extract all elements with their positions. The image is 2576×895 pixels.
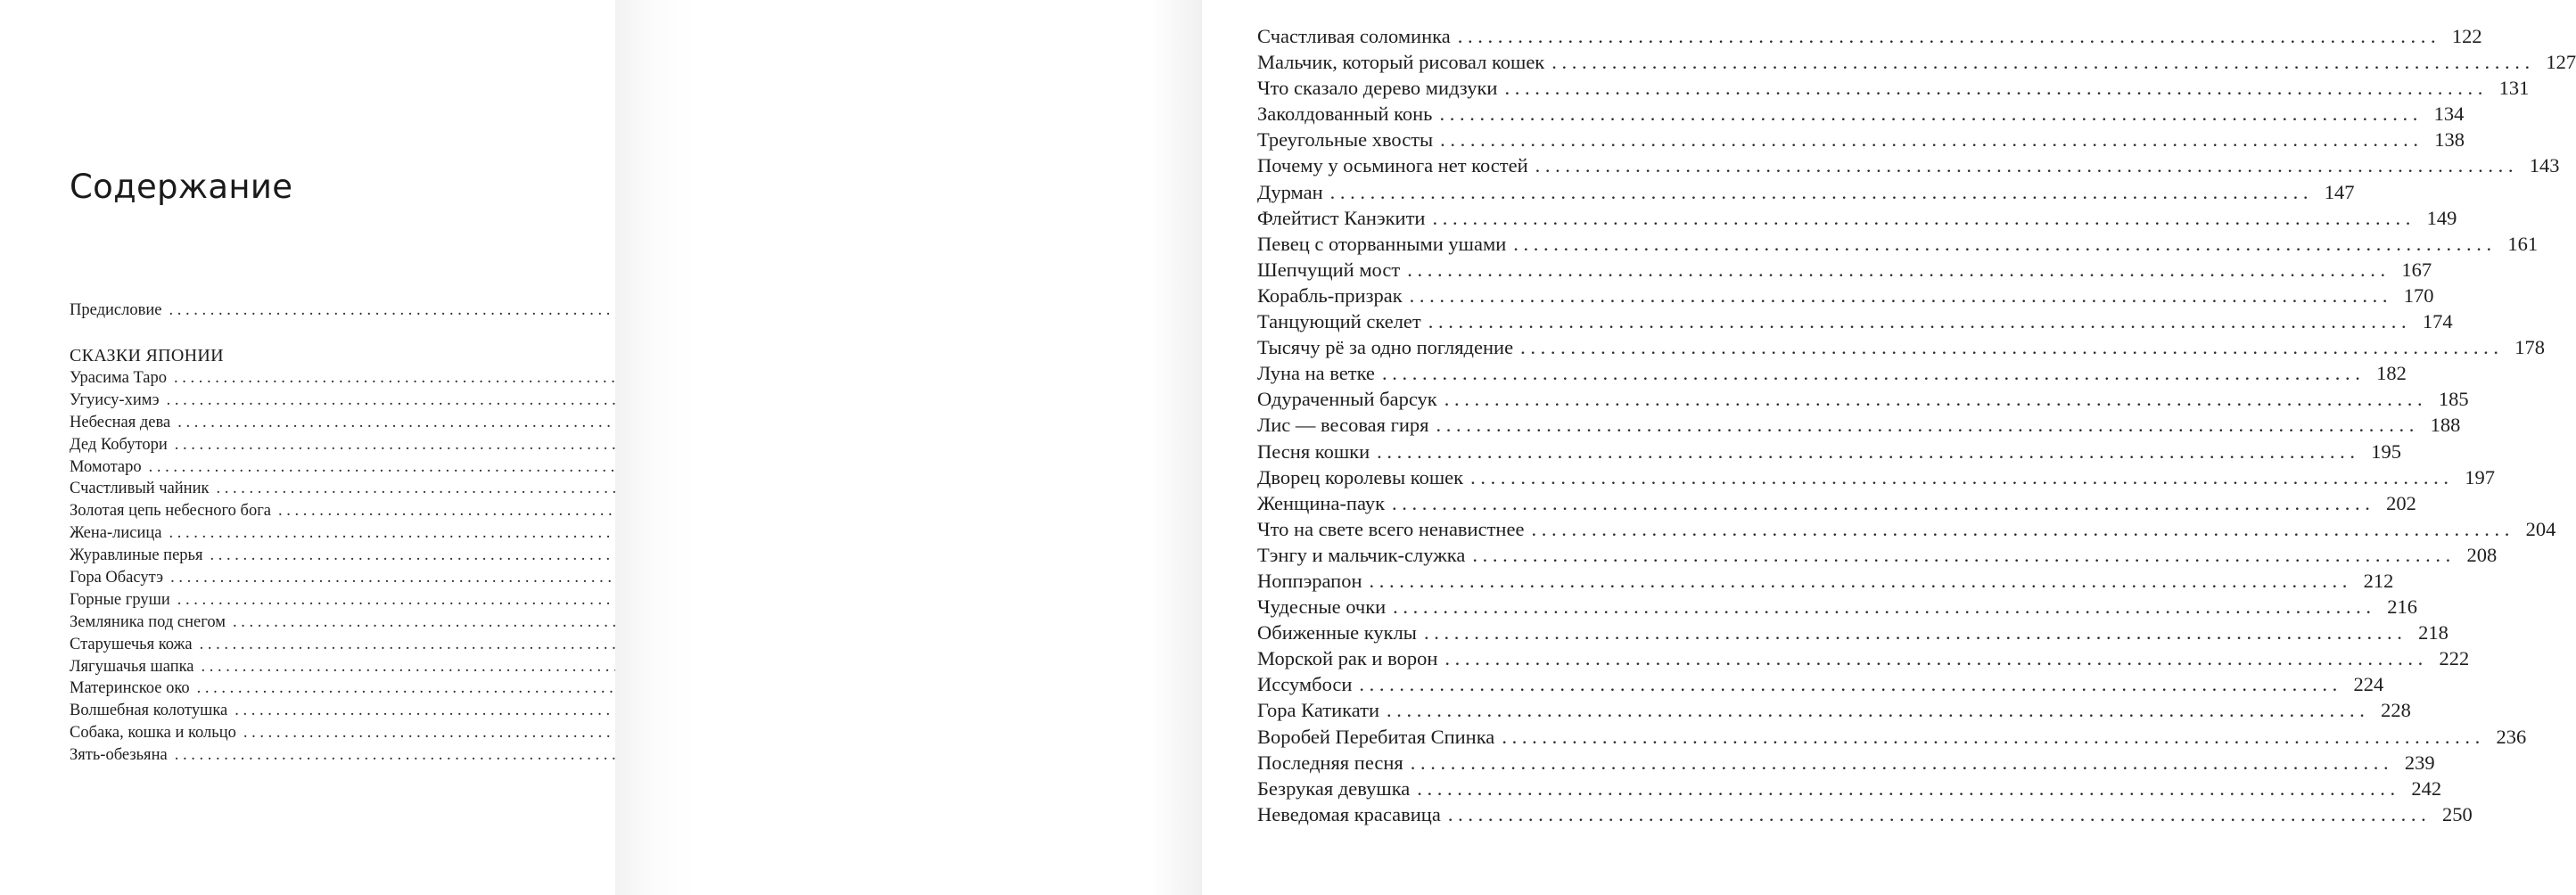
toc-entry[interactable] <box>70 591 514 613</box>
dot-leader <box>1428 310 2407 333</box>
toc-entry-title: Горные груши <box>70 590 170 609</box>
toc-entry[interactable] <box>1257 647 2470 673</box>
toc-entry[interactable] <box>70 480 514 502</box>
toc-entry-page: 170 <box>2403 283 2434 307</box>
dot-leader <box>1502 726 2480 749</box>
toc-entry-title: Момотаро <box>70 457 142 476</box>
toc-entry-title: Чудесные очки <box>1257 595 1387 619</box>
toc-entry[interactable] <box>1257 336 2545 362</box>
toc-entry-preface[interactable] <box>70 301 514 324</box>
toc-entry[interactable] <box>1257 51 2576 77</box>
toc-entry[interactable] <box>1257 414 2461 439</box>
toc-entry[interactable] <box>1257 491 2416 518</box>
toc-entry-title: Танцующий скелет <box>1257 310 1421 333</box>
toc-entry-title: Старушечья кожа <box>70 635 193 653</box>
dot-leader <box>1392 492 2370 515</box>
toc-entry[interactable] <box>1257 310 2453 336</box>
dot-leader <box>1432 207 2410 230</box>
dot-leader <box>1444 647 2423 670</box>
dot-leader <box>1440 128 2418 152</box>
toc-entry[interactable] <box>70 679 514 702</box>
toc-entry[interactable] <box>70 502 514 524</box>
toc-entry-title: Что сказало дерево мидзуки <box>1257 77 1498 100</box>
dot-leader <box>1359 673 2337 696</box>
toc-entry-page: 239 <box>2404 751 2435 774</box>
dot-leader <box>1417 777 2395 801</box>
toc-entry[interactable] <box>70 436 514 458</box>
toc-entry-page: 202 <box>2386 491 2416 514</box>
toc-entry-title: Ноппэрапон <box>1257 569 1362 592</box>
toc-entry-page: 122 <box>2451 25 2482 47</box>
toc-entry-title: Журавлиные перья <box>70 546 203 565</box>
toc-entry-page: 204 <box>2525 517 2556 540</box>
dot-leader <box>1551 51 2530 74</box>
toc-entry-title: Песня кошки <box>1257 439 1370 463</box>
toc-entry-title: Лис — весовая гиря <box>1257 414 1429 437</box>
page-title: Содержание <box>70 168 293 206</box>
dot-leader <box>1424 621 2402 645</box>
toc-entry-title: Воробей Перебитая Спинка <box>1257 725 1495 748</box>
toc-entry[interactable] <box>1257 154 2560 180</box>
toc-entry-page: 228 <box>2381 699 2411 722</box>
dot-leader <box>1470 466 2448 489</box>
toc-entry-page: 222 <box>2439 647 2470 670</box>
toc-entry-title: Материнское око <box>70 679 190 698</box>
dot-leader <box>1513 233 2491 256</box>
toc-entry-title: Урасима Таро <box>70 369 168 387</box>
toc-entry-page: 216 <box>2387 595 2418 619</box>
toc-entry-title: Земляника под снегом <box>70 612 226 631</box>
toc-entry-title: Шепчущий мост <box>1257 258 1401 281</box>
dot-leader <box>1531 518 2509 541</box>
toc-entry-title: Певец с оторванными ушами <box>1257 232 1507 255</box>
toc-entry[interactable] <box>1257 180 2355 207</box>
toc-entry-title: Иссумбоси <box>1257 673 1353 696</box>
toc-entry[interactable] <box>1257 673 2384 699</box>
toc-entry[interactable] <box>70 569 514 591</box>
toc-entry-title: Угуису-химэ <box>70 390 160 409</box>
toc-entry-title: Одураченный барсук <box>1257 388 1437 411</box>
toc-entry-page: 138 <box>2434 128 2465 152</box>
toc-entry[interactable] <box>70 546 514 569</box>
toc-entry-page: 127 <box>2546 51 2576 74</box>
toc-entry-title: Мальчик, который рисовал кошек <box>1257 51 1545 74</box>
toc-entry-page: 131 <box>2498 77 2530 100</box>
toc-entry-title: Почему у осьминога нет костей <box>1257 154 1528 177</box>
toc-entry[interactable] <box>70 369 514 391</box>
dot-leader <box>1439 103 2417 126</box>
toc-entry-page: 143 <box>2529 154 2560 177</box>
toc-entry-title: Женщина-паук <box>1257 491 1385 514</box>
toc-entry[interactable] <box>1257 206 2457 233</box>
toc-entry-title: Последняя песня <box>1257 751 1403 774</box>
dot-leader <box>1472 544 2450 567</box>
toc-entry[interactable] <box>1257 699 2411 725</box>
toc-entry[interactable] <box>1257 543 2498 570</box>
toc-entry-title: Жена-лисица <box>70 524 162 543</box>
dot-leader <box>1411 751 2389 775</box>
toc-entry[interactable] <box>70 636 514 658</box>
toc-entry-page: 218 <box>2418 621 2448 645</box>
toc-entry-page: 178 <box>2514 336 2545 359</box>
toc-entry-page: 185 <box>2438 388 2469 411</box>
toc-entry[interactable] <box>1257 569 2394 595</box>
toc-entry[interactable] <box>1257 388 2469 414</box>
toc-entry-title: Неведомая красавица <box>1257 802 1441 825</box>
toc-entry[interactable] <box>70 391 514 414</box>
toc-entry-title: Заколдованный конь <box>1257 103 1433 126</box>
toc-entry-title: Что на свете всего ненавистнее <box>1257 517 1525 540</box>
toc-entry[interactable] <box>1257 751 2435 777</box>
toc-entry[interactable] <box>1257 283 2434 310</box>
dot-leader <box>1444 388 2423 411</box>
toc-entry-title: Волшебная колотушка <box>70 702 228 720</box>
toc-entry-page: 212 <box>2363 569 2394 592</box>
toc-entry[interactable] <box>1257 103 2465 128</box>
toc-entry[interactable] <box>1257 77 2530 103</box>
toc-entry-title: Морской рак и ворон <box>1257 647 1438 670</box>
dot-leader <box>1504 77 2482 100</box>
dot-leader <box>1410 284 2388 308</box>
toc-entry-page: 224 <box>2353 673 2384 696</box>
left-page <box>0 0 615 895</box>
toc-entry-page: 167 <box>2401 258 2432 281</box>
dot-leader <box>1330 181 2309 204</box>
dot-leader <box>1393 595 2371 619</box>
toc-entry[interactable] <box>70 524 514 546</box>
toc-entry[interactable] <box>70 724 514 746</box>
toc-entry-title: Счастливая соломинка <box>1257 25 1451 47</box>
toc-entry-title: Флейтист Канэкити <box>1257 206 1426 229</box>
toc-entry[interactable] <box>1257 465 2495 492</box>
toc-entry[interactable] <box>1257 725 2527 751</box>
toc-entry[interactable] <box>1257 802 2473 829</box>
toc-entry[interactable] <box>70 458 514 480</box>
toc-entry-page: 182 <box>2376 362 2407 385</box>
toc-entry-page: 161 <box>2507 232 2539 255</box>
toc-entry[interactable] <box>1257 439 2402 466</box>
toc-entry[interactable] <box>1257 128 2465 154</box>
toc-entry[interactable] <box>70 702 514 724</box>
toc-entry-title: Собака, кошка и кольцо <box>70 724 236 743</box>
section-heading: СКАЗКИ ЯПОНИИ <box>70 346 224 365</box>
dot-leader <box>1458 25 2436 48</box>
toc-entry[interactable] <box>1257 232 2539 259</box>
toc-entry-title: Дворец королевы кошек <box>1257 465 1464 489</box>
toc-entry-page: 134 <box>2433 103 2465 126</box>
toc-entry-title: Безрукая девушка <box>1257 776 1411 800</box>
toc-entry-title: Луна на ветке <box>1257 362 1375 385</box>
toc-entry-page: 242 <box>2411 776 2442 800</box>
toc-entry-title: Зять-обезьяна <box>70 746 168 765</box>
dot-leader <box>1436 414 2414 437</box>
toc-entry-page: 250 <box>2441 802 2473 825</box>
toc-entry[interactable] <box>70 414 514 436</box>
toc-entry[interactable] <box>1257 258 2432 284</box>
left-toc <box>70 301 514 768</box>
toc-entry[interactable] <box>1257 517 2556 544</box>
toc-entry-title: Гора Обасутэ <box>70 569 164 587</box>
dot-leader <box>1377 440 2355 464</box>
toc-entry-title: Дед Кобутори <box>70 435 168 454</box>
dot-leader <box>1535 154 2514 177</box>
dot-leader <box>1387 699 2365 722</box>
section-entry-list <box>70 369 514 768</box>
toc-entry-page: 149 <box>2426 206 2457 229</box>
toc-entry-title: Тэнгу и мальчик-служка <box>1257 543 1466 566</box>
dot-leader <box>1407 259 2385 282</box>
toc-entry-title: Дурман <box>1257 180 1323 203</box>
toc-entry[interactable] <box>70 746 514 768</box>
toc-entry-title: Обиженные куклы <box>1257 621 1417 645</box>
toc-entry-page: 236 <box>2496 725 2527 748</box>
toc-entry-page: 174 <box>2422 310 2453 333</box>
toc-entry[interactable] <box>70 658 514 680</box>
toc-entry[interactable] <box>1257 621 2448 647</box>
right-page <box>615 0 2576 895</box>
toc-entry-title: Предисловие <box>70 301 162 319</box>
toc-entry-title: Лягушачья шапка <box>70 657 194 676</box>
toc-entry-title: Корабль-призрак <box>1257 283 1403 307</box>
toc-entry-page: 188 <box>2430 414 2461 437</box>
dot-leader <box>1448 803 2426 826</box>
dot-leader <box>1370 570 2348 593</box>
toc-entry-page: 197 <box>2465 465 2495 489</box>
toc-entry[interactable] <box>1257 776 2442 803</box>
toc-entry-page: 147 <box>2324 180 2355 203</box>
toc-entry-page: 195 <box>2371 439 2402 463</box>
dot-leader <box>1520 336 2498 359</box>
toc-entry-title: Гора Катикати <box>1257 699 1379 722</box>
toc-entry-title: Золотая цепь небесного бога <box>70 502 272 521</box>
toc-entry-page: 208 <box>2466 543 2498 566</box>
right-toc <box>1257 25 2576 829</box>
dot-leader <box>1382 362 2360 385</box>
toc-entry[interactable] <box>70 613 514 636</box>
toc-entry[interactable] <box>1257 595 2418 621</box>
toc-entry-title: Небесная дева <box>70 413 171 431</box>
toc-entry-title: Счастливый чайник <box>70 480 210 498</box>
toc-entry[interactable] <box>1257 362 2407 388</box>
toc-entry[interactable] <box>1257 25 2482 51</box>
toc-entry-title: Треугольные хвосты <box>1257 128 1434 152</box>
toc-entry-title: Тысячу рё за одно поглядение <box>1257 336 1514 359</box>
